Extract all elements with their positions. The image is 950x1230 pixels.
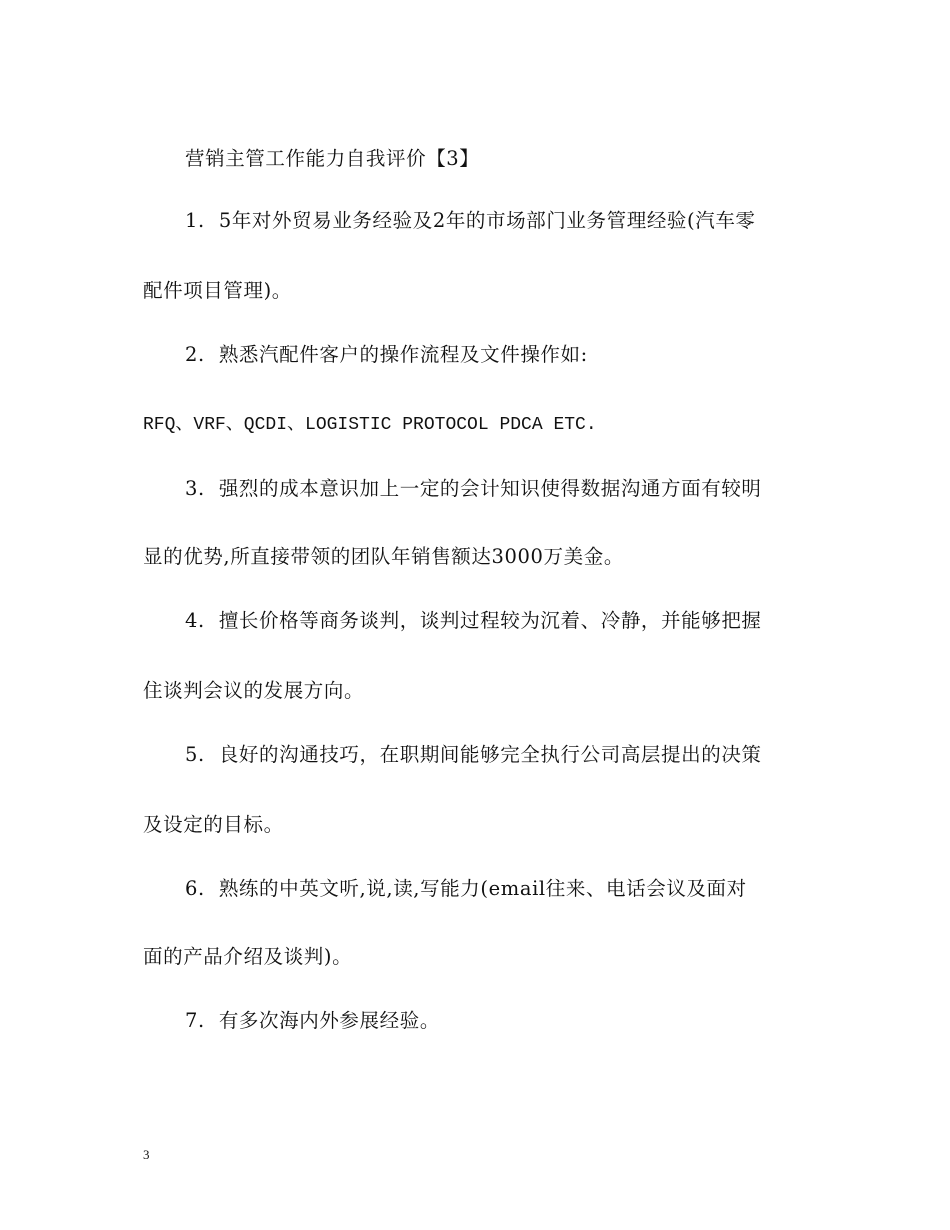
item-3-line-2: 显的优势,所直接带领的团队年销售额达3000万美金。 xyxy=(143,545,624,568)
item-4-number: 4. xyxy=(185,609,205,632)
item-5-line-1 xyxy=(185,742,762,768)
item-1-text: 5年对外贸易业务经验及2年的市场部门业务管理经验(汽车零 xyxy=(218,209,756,232)
item-6-line-2: 面的产品介绍及谈判)。 xyxy=(143,945,353,968)
item-3-line-1 xyxy=(185,476,762,502)
item-2-text: 熟悉汽配件客户的操作流程及文件操作如: xyxy=(218,343,588,366)
item-7-line-1 xyxy=(185,1008,440,1034)
item-3-number: 3. xyxy=(185,477,205,500)
item-6-text: 熟练的中英文听,说,读,写能力(email往来、电话会议及面对 xyxy=(218,877,747,900)
item-1-number: 1. xyxy=(185,209,205,232)
item-6-line-1 xyxy=(185,876,747,902)
item-2-line-2: RFQ、VRF、QCDI、LOGISTIC PROTOCOL PDCA ETC. xyxy=(143,415,597,435)
document-title: 营销主管工作能力自我评价【3】 xyxy=(185,147,480,170)
item-5-text: 良好的沟通技巧，在职期间能够完全执行公司高层提出的决策 xyxy=(218,743,762,766)
item-7-number: 7. xyxy=(185,1009,205,1032)
item-5-line-2: 及设定的目标。 xyxy=(143,813,284,836)
item-2-line-1 xyxy=(185,342,588,368)
item-3-text: 强烈的成本意识加上一定的会计知识使得数据沟通方面有较明 xyxy=(218,477,762,500)
item-5-number: 5. xyxy=(185,743,205,766)
item-7-text: 有多次海内外参展经验。 xyxy=(218,1009,440,1032)
item-4-text: 擅长价格等商务谈判，谈判过程较为沉着、冷静，并能够把握 xyxy=(218,609,762,632)
item-2-number: 2. xyxy=(185,343,205,366)
item-6-number: 6. xyxy=(185,877,205,900)
item-1-line-2: 配件项目管理)。 xyxy=(143,279,292,302)
item-4-line-1 xyxy=(185,608,762,634)
item-1-line-1 xyxy=(185,208,756,234)
page-number: 3 xyxy=(143,1147,150,1162)
item-4-line-2: 住谈判会议的发展方向。 xyxy=(143,679,365,702)
